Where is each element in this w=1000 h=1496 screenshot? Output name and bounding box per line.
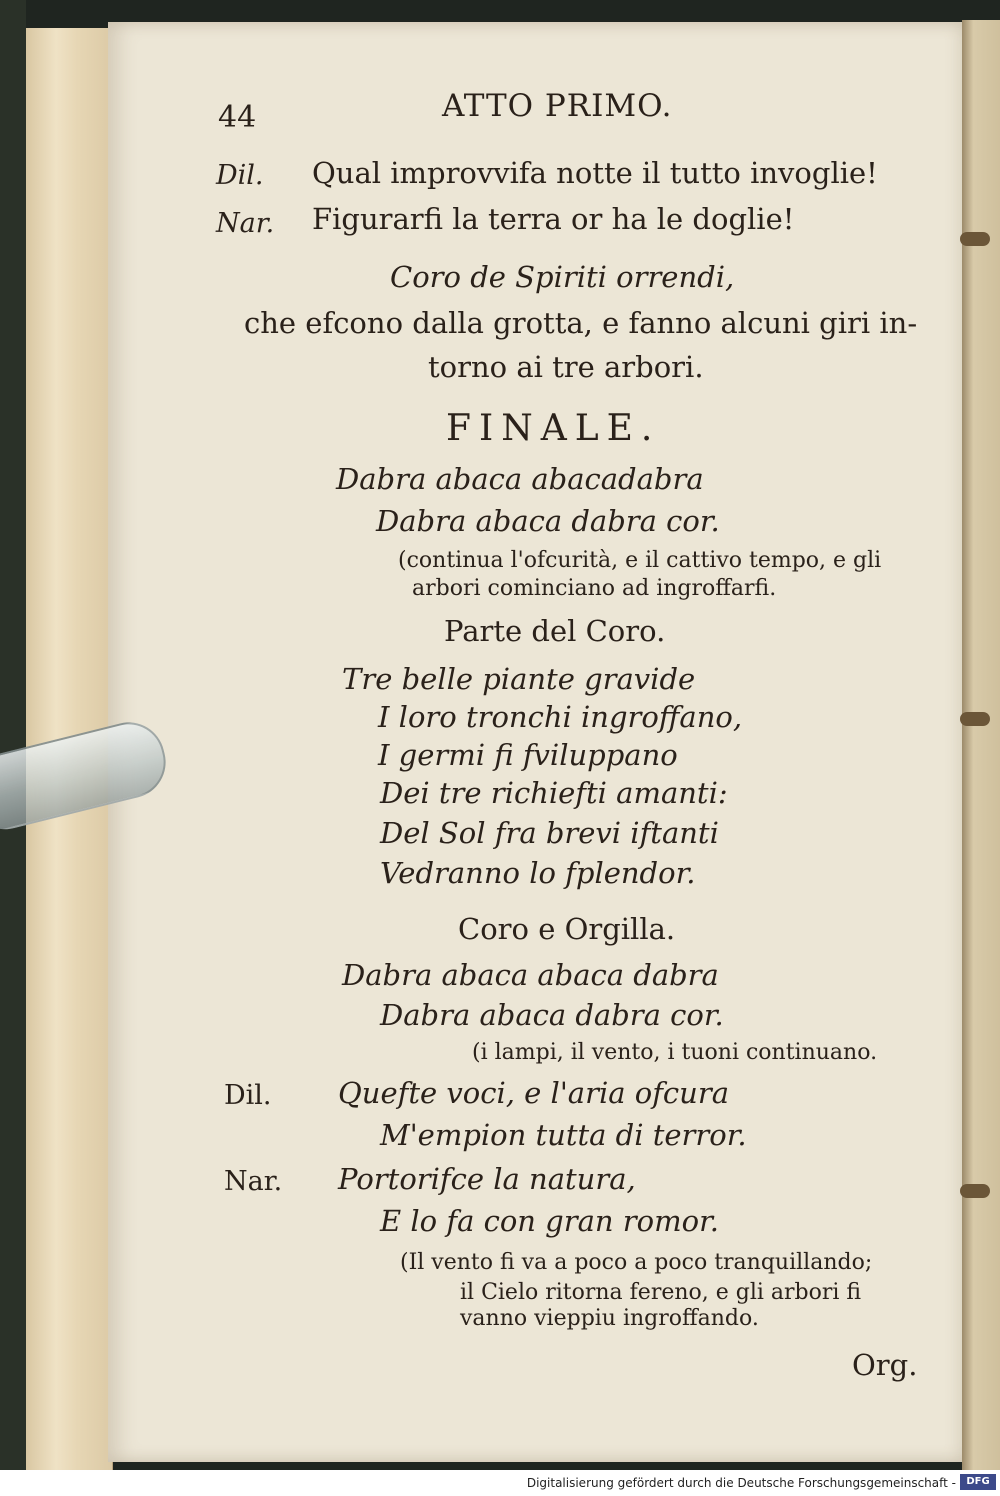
stage-direction-title: Coro de Spiriti orrendi, [390,260,735,294]
verse-line: E lo fa con gran romor. [380,1204,719,1238]
dialogue-line: Figurarfi la terra or ha le doglie! [312,202,795,236]
verse-line: Portorifce la natura, [338,1162,636,1196]
verse-line: I loro tronchi ingroffano, [378,700,743,734]
verse-line: Vedranno lo fplendor. [380,856,696,890]
stage-note-line: (i lampi, il vento, i tuoni continuano. [472,1040,878,1065]
stage-note-line: vanno vieppiu ingroffando. [460,1306,759,1331]
stage-note-line: arbori cominciano ad ingroffarfi. [412,576,777,601]
verse-line: I germi fi fviluppano [378,738,678,772]
binding-stitch [960,712,990,726]
dialogue-line: Qual improvvifa notte il tutto invoglie! [312,156,878,190]
speaker-label: Nar. [224,1166,283,1197]
stage-note-line: (continua l'ofcurità, e il cattivo tempo, e gli [398,548,882,573]
verse-line: Quefte voci, e l'aria ofcura [338,1076,730,1110]
footer-credit: Digitalisierung gefördert durch die Deutsche Forschungsgemeinschaft - [526,1476,956,1490]
verse-line: Dabra abaca abaca dabra [342,958,719,992]
binding-stitch [960,232,990,246]
speaker-label: Nar. [216,208,275,239]
stage-direction-line: torno ai tre arbori. [428,350,704,384]
verse-line: Dei tre richiefti amanti: [380,776,728,810]
catchword: Org. [852,1348,918,1382]
verse-line: M'empion tutta di terror. [380,1118,747,1152]
page-header-title: ATTO PRIMO. [442,88,673,124]
verse-line: Dabra abaca abacadabra [336,462,704,496]
section-title: FINALE. [446,408,661,449]
stage-direction-line: che efcono dalla grotta, e fanno alcuni giri in- [244,306,918,340]
page-number: 44 [218,100,257,135]
binding-stitch [960,1184,990,1198]
dfg-logo: DFG [960,1474,996,1490]
speaker-label: Dil. [224,1080,272,1111]
speaker-label: Dil. [216,160,264,191]
verse-line: Dabra abaca dabra cor. [380,998,724,1032]
verse-line: Tre belle piante gravide [342,662,696,696]
part-label: Coro e Orgilla. [458,912,676,946]
scanner-background [0,0,26,1470]
digitization-footer [0,1470,1000,1496]
verse-line: Dabra abaca dabra cor. [376,504,720,538]
stage-note-line: (Il vento fi va a poco a poco tranquillando; [400,1250,873,1275]
stage-note-line: il Cielo ritorna fereno, e gli arbori fi [460,1280,862,1305]
part-label: Parte del Coro. [444,614,666,648]
verse-line: Del Sol fra brevi iftanti [380,816,719,850]
